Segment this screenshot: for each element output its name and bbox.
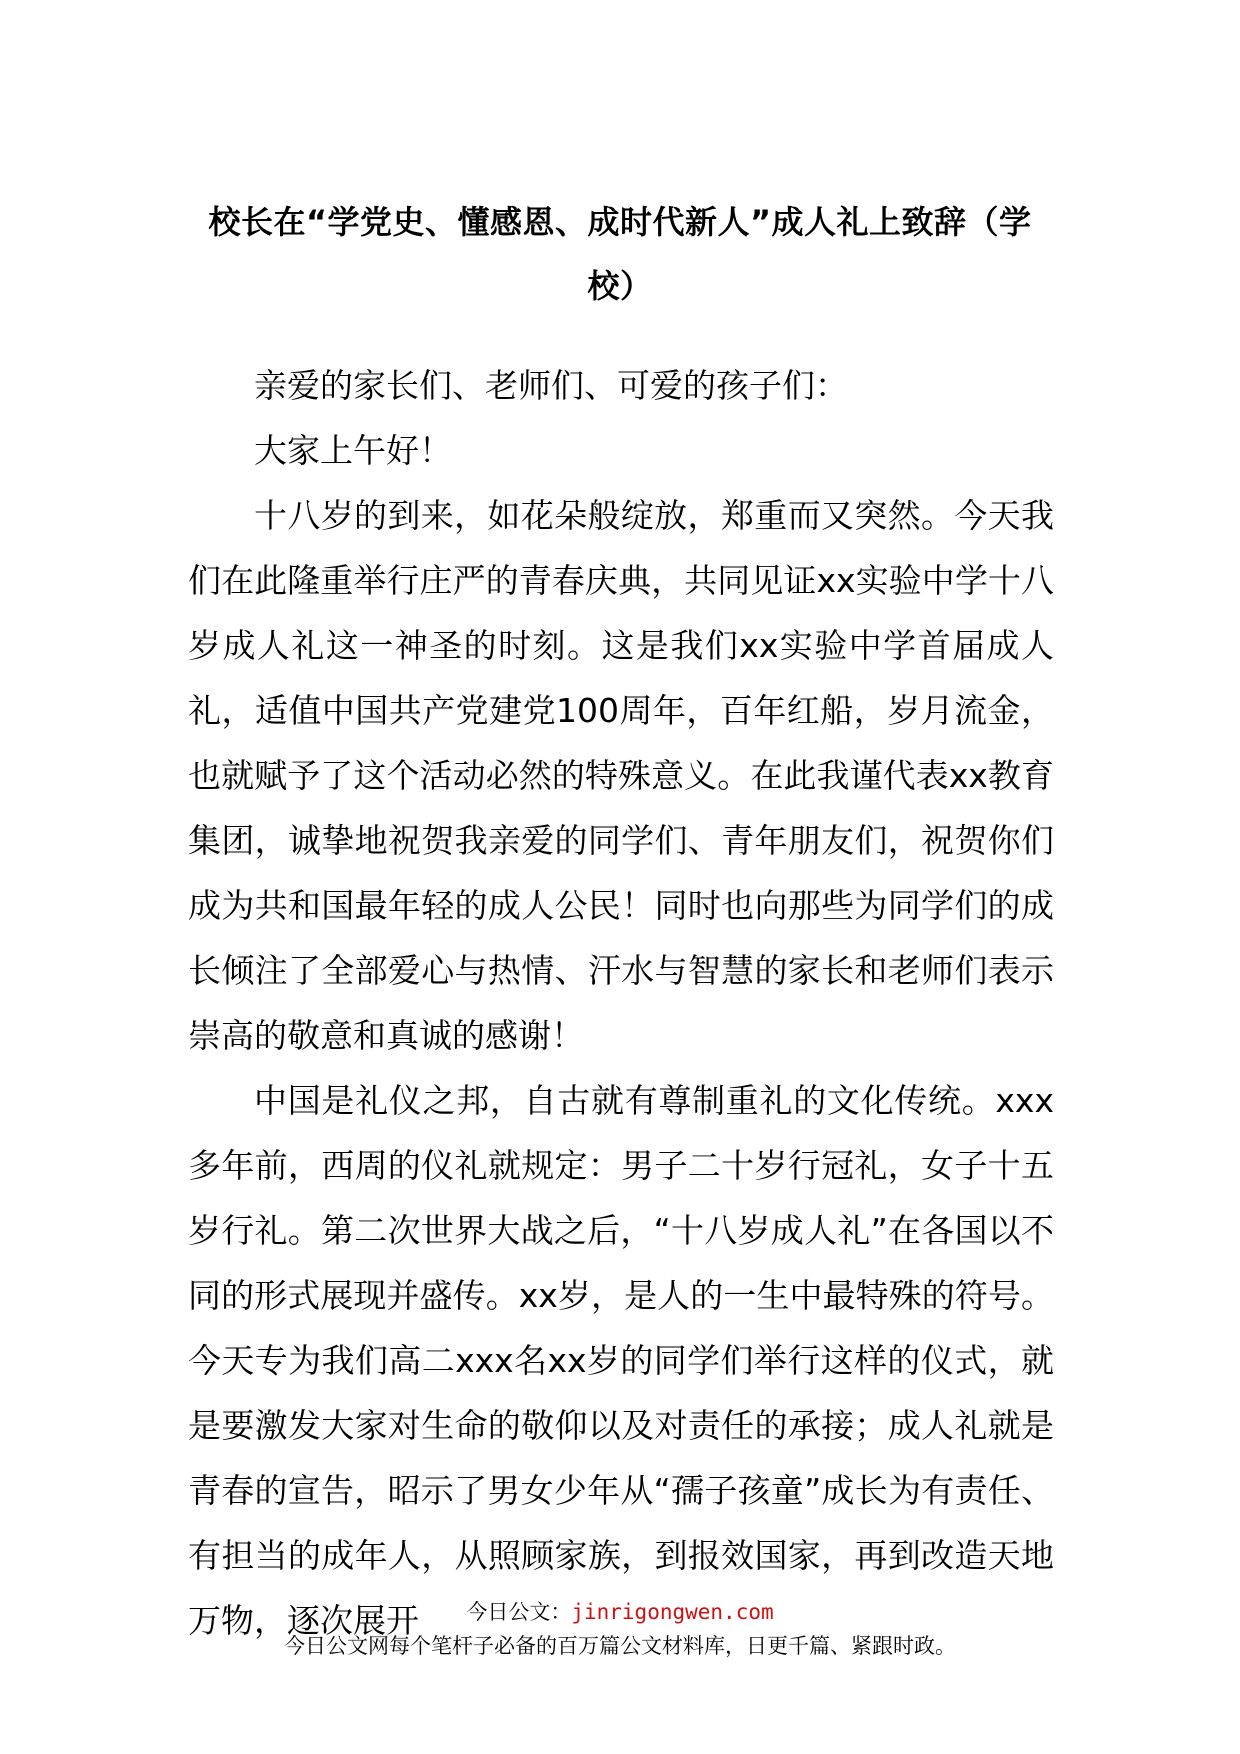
paragraph-1: 十八岁的到来，如花朵般绽放，郑重而又突然。今天我们在此隆重举行庄严的青春庆典，共同见证xx实验中学十八岁成人礼这一神圣的时刻。这是我们xx实验中学首届成人礼，适值中国共产党建党100周年，百年红船，岁月流金，也就赋予了这个活动必然的特殊意义。在此我谨代表xx教育集团，诚挚地祝贺我亲爱的同学们、青年朋友们，祝贺你们成为共和国最年轻的成人公民！同时也向那些为同学们的成长倾注了全部爱心与热情、汗水与智慧的家长和老师们表示崇高的敬意和真诚的感谢！ [188,496,1054,1055]
greeting: 大家上午好！ [254,431,452,470]
footer-site-link[interactable]: jinrigongwen.com [571,1600,774,1624]
page-footer [0,1595,1240,1663]
footer-site-line [0,1595,1240,1629]
salutation: 亲爱的家长们、老师们、可爱的孩子们： [254,366,848,405]
footer-tagline: 今日公文网每个笔杆子必备的百万篇公文材料库，日更千篇、紧跟时政。 [284,1634,956,1658]
document-title [190,190,1050,318]
document-body [188,353,1054,1653]
document-title-line-2: 校） [587,267,653,305]
footer-site-label: 今日公文： [466,1600,572,1624]
paragraph-2: 中国是礼仪之邦，自古就有尊制重礼的文化传统。xxx多年前，西周的仪礼就规定：男子二十岁行冠礼，女子十五岁行礼。第二次世界大战之后，“十八岁成人礼”在各国以不同的形式展现并盛传。xx岁，是人的一生中最特殊的符号。今天专为我们高二xxx名xx岁的同学们举行这样的仪式，就是要激发大家对生命的敬仰以及对责任的承接；成人礼就是青春的宣告，昭示了男女少年从“孺子孩童”成长为有责任、有担当的成年人，从照顾家族，到报效国家，再到改造天地万物，逐次展开 [188,1081,1054,1640]
document-title-line-1: 校长在“学党史、懂感恩、成时代新人”成人礼上致辞（学 [208,203,1032,241]
